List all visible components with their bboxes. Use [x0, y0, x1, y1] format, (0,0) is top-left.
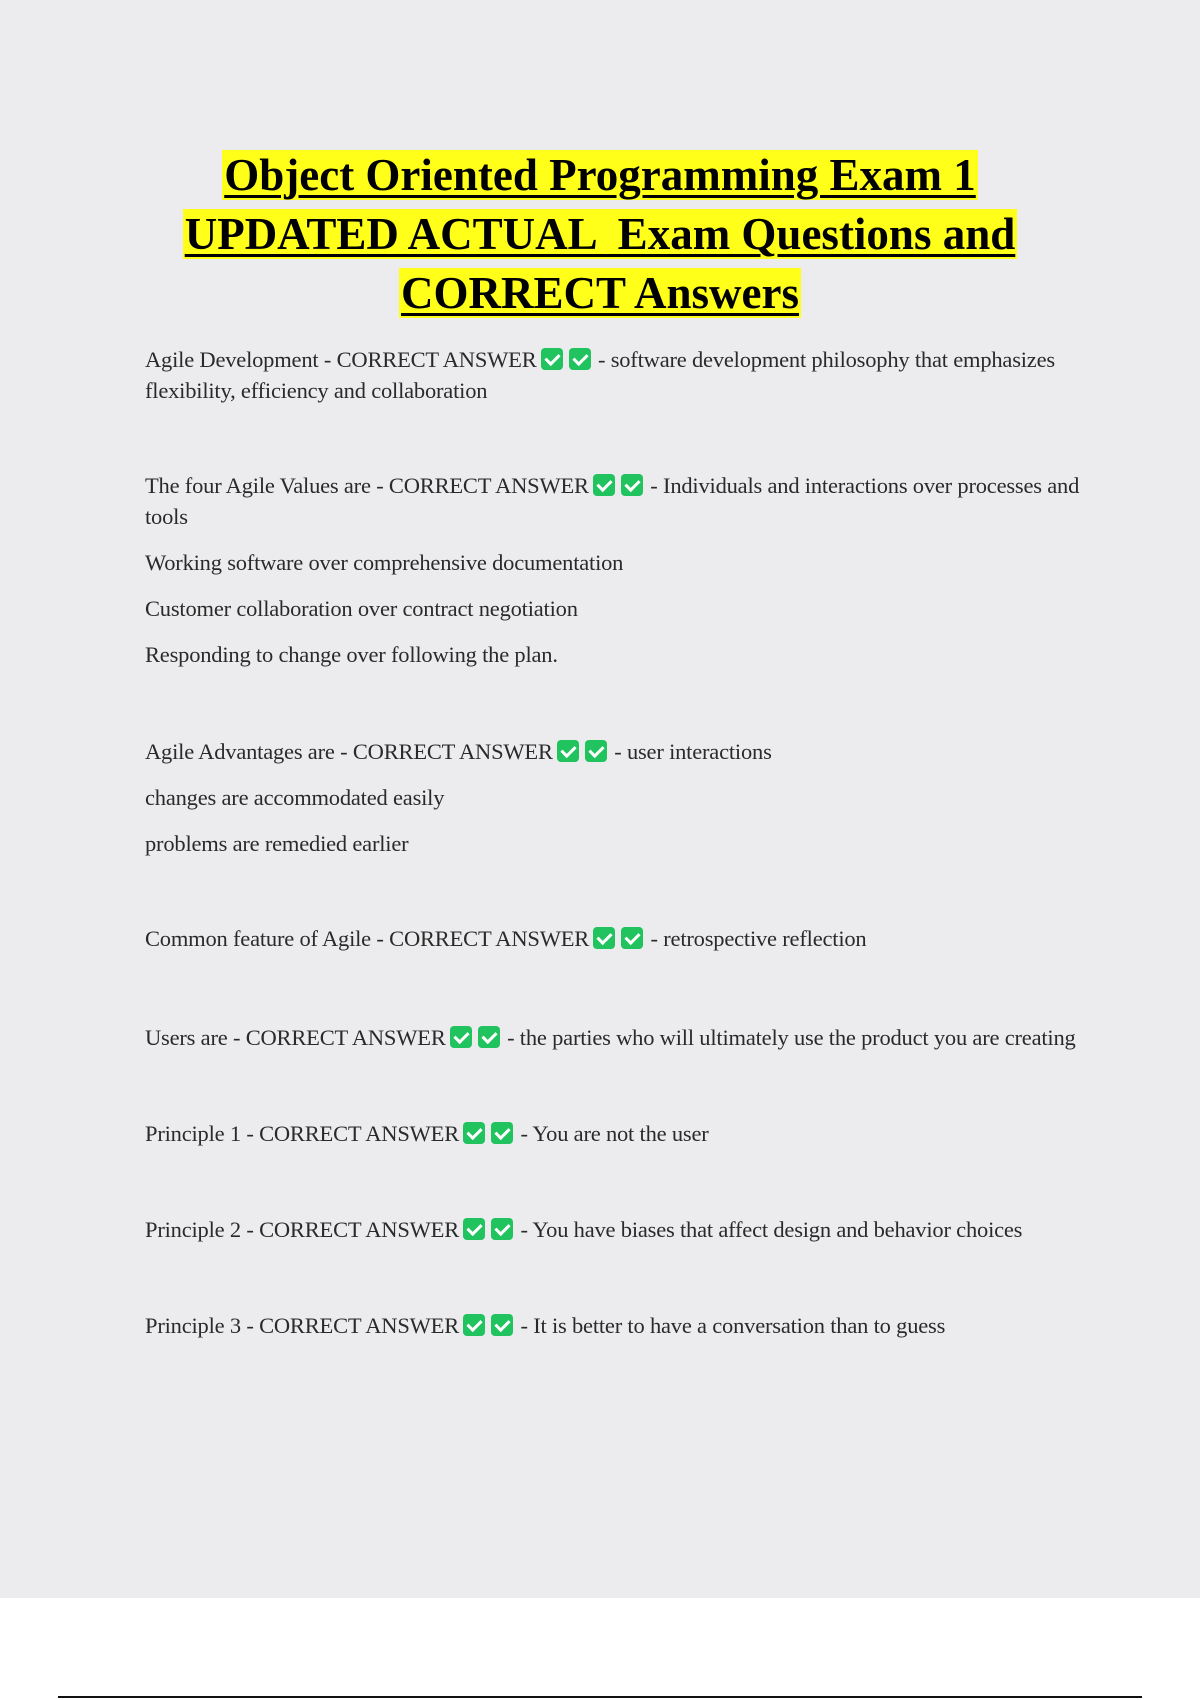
- qa-answer: user interactions: [626, 739, 772, 764]
- qa-entry: Common feature of Agile - CORRECT ANSWER - retrospective reflection: [145, 926, 867, 951]
- qa-entry: Principle 2 - CORRECT ANSWER - You have biases that affect design and behavior choices: [145, 1217, 1023, 1242]
- qa-answer: software development philosophy that emphasizes flexibility, efficiency and collaboration: [145, 347, 1055, 403]
- qa-term: The four Agile Values are: [145, 473, 371, 498]
- qa-entry: Users are - CORRECT ANSWER - the parties who will ultimately use the product you are creating: [145, 1025, 1076, 1050]
- correct-answer-marker: CORRECT ANSWER: [259, 1313, 460, 1338]
- green-checkmark-icon: [569, 348, 591, 370]
- green-checkmark-icon: [491, 1314, 513, 1336]
- correct-answer-marker: CORRECT ANSWER: [259, 1217, 460, 1242]
- qa-extra-line: problems are remedied earlier: [145, 831, 409, 856]
- correct-answer-marker: CORRECT ANSWER: [259, 1121, 460, 1146]
- qa-term: Users are: [145, 1025, 228, 1050]
- qa-entry: The four Agile Values are - CORRECT ANSWER - Individuals and interactions over processes and tools: [145, 473, 1080, 529]
- correct-answer-marker: CORRECT ANSWER: [388, 473, 589, 498]
- green-checkmark-icon: [585, 740, 607, 762]
- footer-divider: [58, 1696, 1142, 1698]
- correct-answer-marker: CORRECT ANSWER: [336, 347, 537, 372]
- document-title: [100, 146, 1100, 323]
- qa-answer: Individuals and interactions over processes and tools: [145, 473, 1080, 529]
- qa-term: Principle 3: [145, 1313, 241, 1338]
- qa-entry: Principle 3 - CORRECT ANSWER - It is better to have a conversation than to guess: [145, 1313, 946, 1338]
- green-checkmark-icon: [621, 474, 643, 496]
- qa-term: Common feature of Agile: [145, 926, 371, 951]
- qa-extra-line: Responding to change over following the plan.: [145, 642, 558, 667]
- qa-entry: Agile Development - CORRECT ANSWER - software development philosophy that emphasizes flexibility, efficiency and collaboration: [145, 347, 1055, 403]
- qa-answer: retrospective reflection: [663, 926, 867, 951]
- green-checkmark-icon: [463, 1218, 485, 1240]
- qa-answer: the parties who will ultimately use the product you are creating: [519, 1025, 1076, 1050]
- green-checkmark-icon: [463, 1314, 485, 1336]
- qa-entry: Principle 1 - CORRECT ANSWER - You are not the user: [145, 1121, 709, 1146]
- qa-entry: Agile Advantages are - CORRECT ANSWER - user interactions: [145, 739, 772, 764]
- qa-extra-line: changes are accommodated easily: [145, 785, 445, 810]
- green-checkmark-icon: [541, 348, 563, 370]
- qa-answer: It is better to have a conversation than to guess: [533, 1313, 946, 1338]
- title-line: UPDATED ACTUAL Exam Questions and: [184, 209, 1016, 259]
- green-checkmark-icon: [557, 740, 579, 762]
- qa-list: [145, 344, 1090, 1341]
- title-line: Object Oriented Programming Exam 1: [224, 150, 976, 200]
- qa-answer: You are not the user: [532, 1121, 709, 1146]
- qa-term: Agile Development: [145, 347, 319, 372]
- title-line: CORRECT Answers: [401, 268, 799, 318]
- qa-extra-line: Customer collaboration over contract negotiation: [145, 596, 578, 621]
- correct-answer-marker: CORRECT ANSWER: [352, 739, 553, 764]
- green-checkmark-icon: [491, 1218, 513, 1240]
- qa-answer: You have biases that affect design and behavior choices: [532, 1217, 1023, 1242]
- qa-term: Agile Advantages are: [145, 739, 335, 764]
- green-checkmark-icon: [491, 1122, 513, 1144]
- qa-term: Principle 2: [145, 1217, 241, 1242]
- qa-term: Principle 1: [145, 1121, 241, 1146]
- green-checkmark-icon: [478, 1026, 500, 1048]
- correct-answer-marker: CORRECT ANSWER: [245, 1025, 446, 1050]
- correct-answer-marker: CORRECT ANSWER: [389, 926, 590, 951]
- green-checkmark-icon: [593, 927, 615, 949]
- green-checkmark-icon: [621, 927, 643, 949]
- green-checkmark-icon: [450, 1026, 472, 1048]
- green-checkmark-icon: [463, 1122, 485, 1144]
- green-checkmark-icon: [593, 474, 615, 496]
- qa-extra-line: Working software over comprehensive documentation: [145, 550, 624, 575]
